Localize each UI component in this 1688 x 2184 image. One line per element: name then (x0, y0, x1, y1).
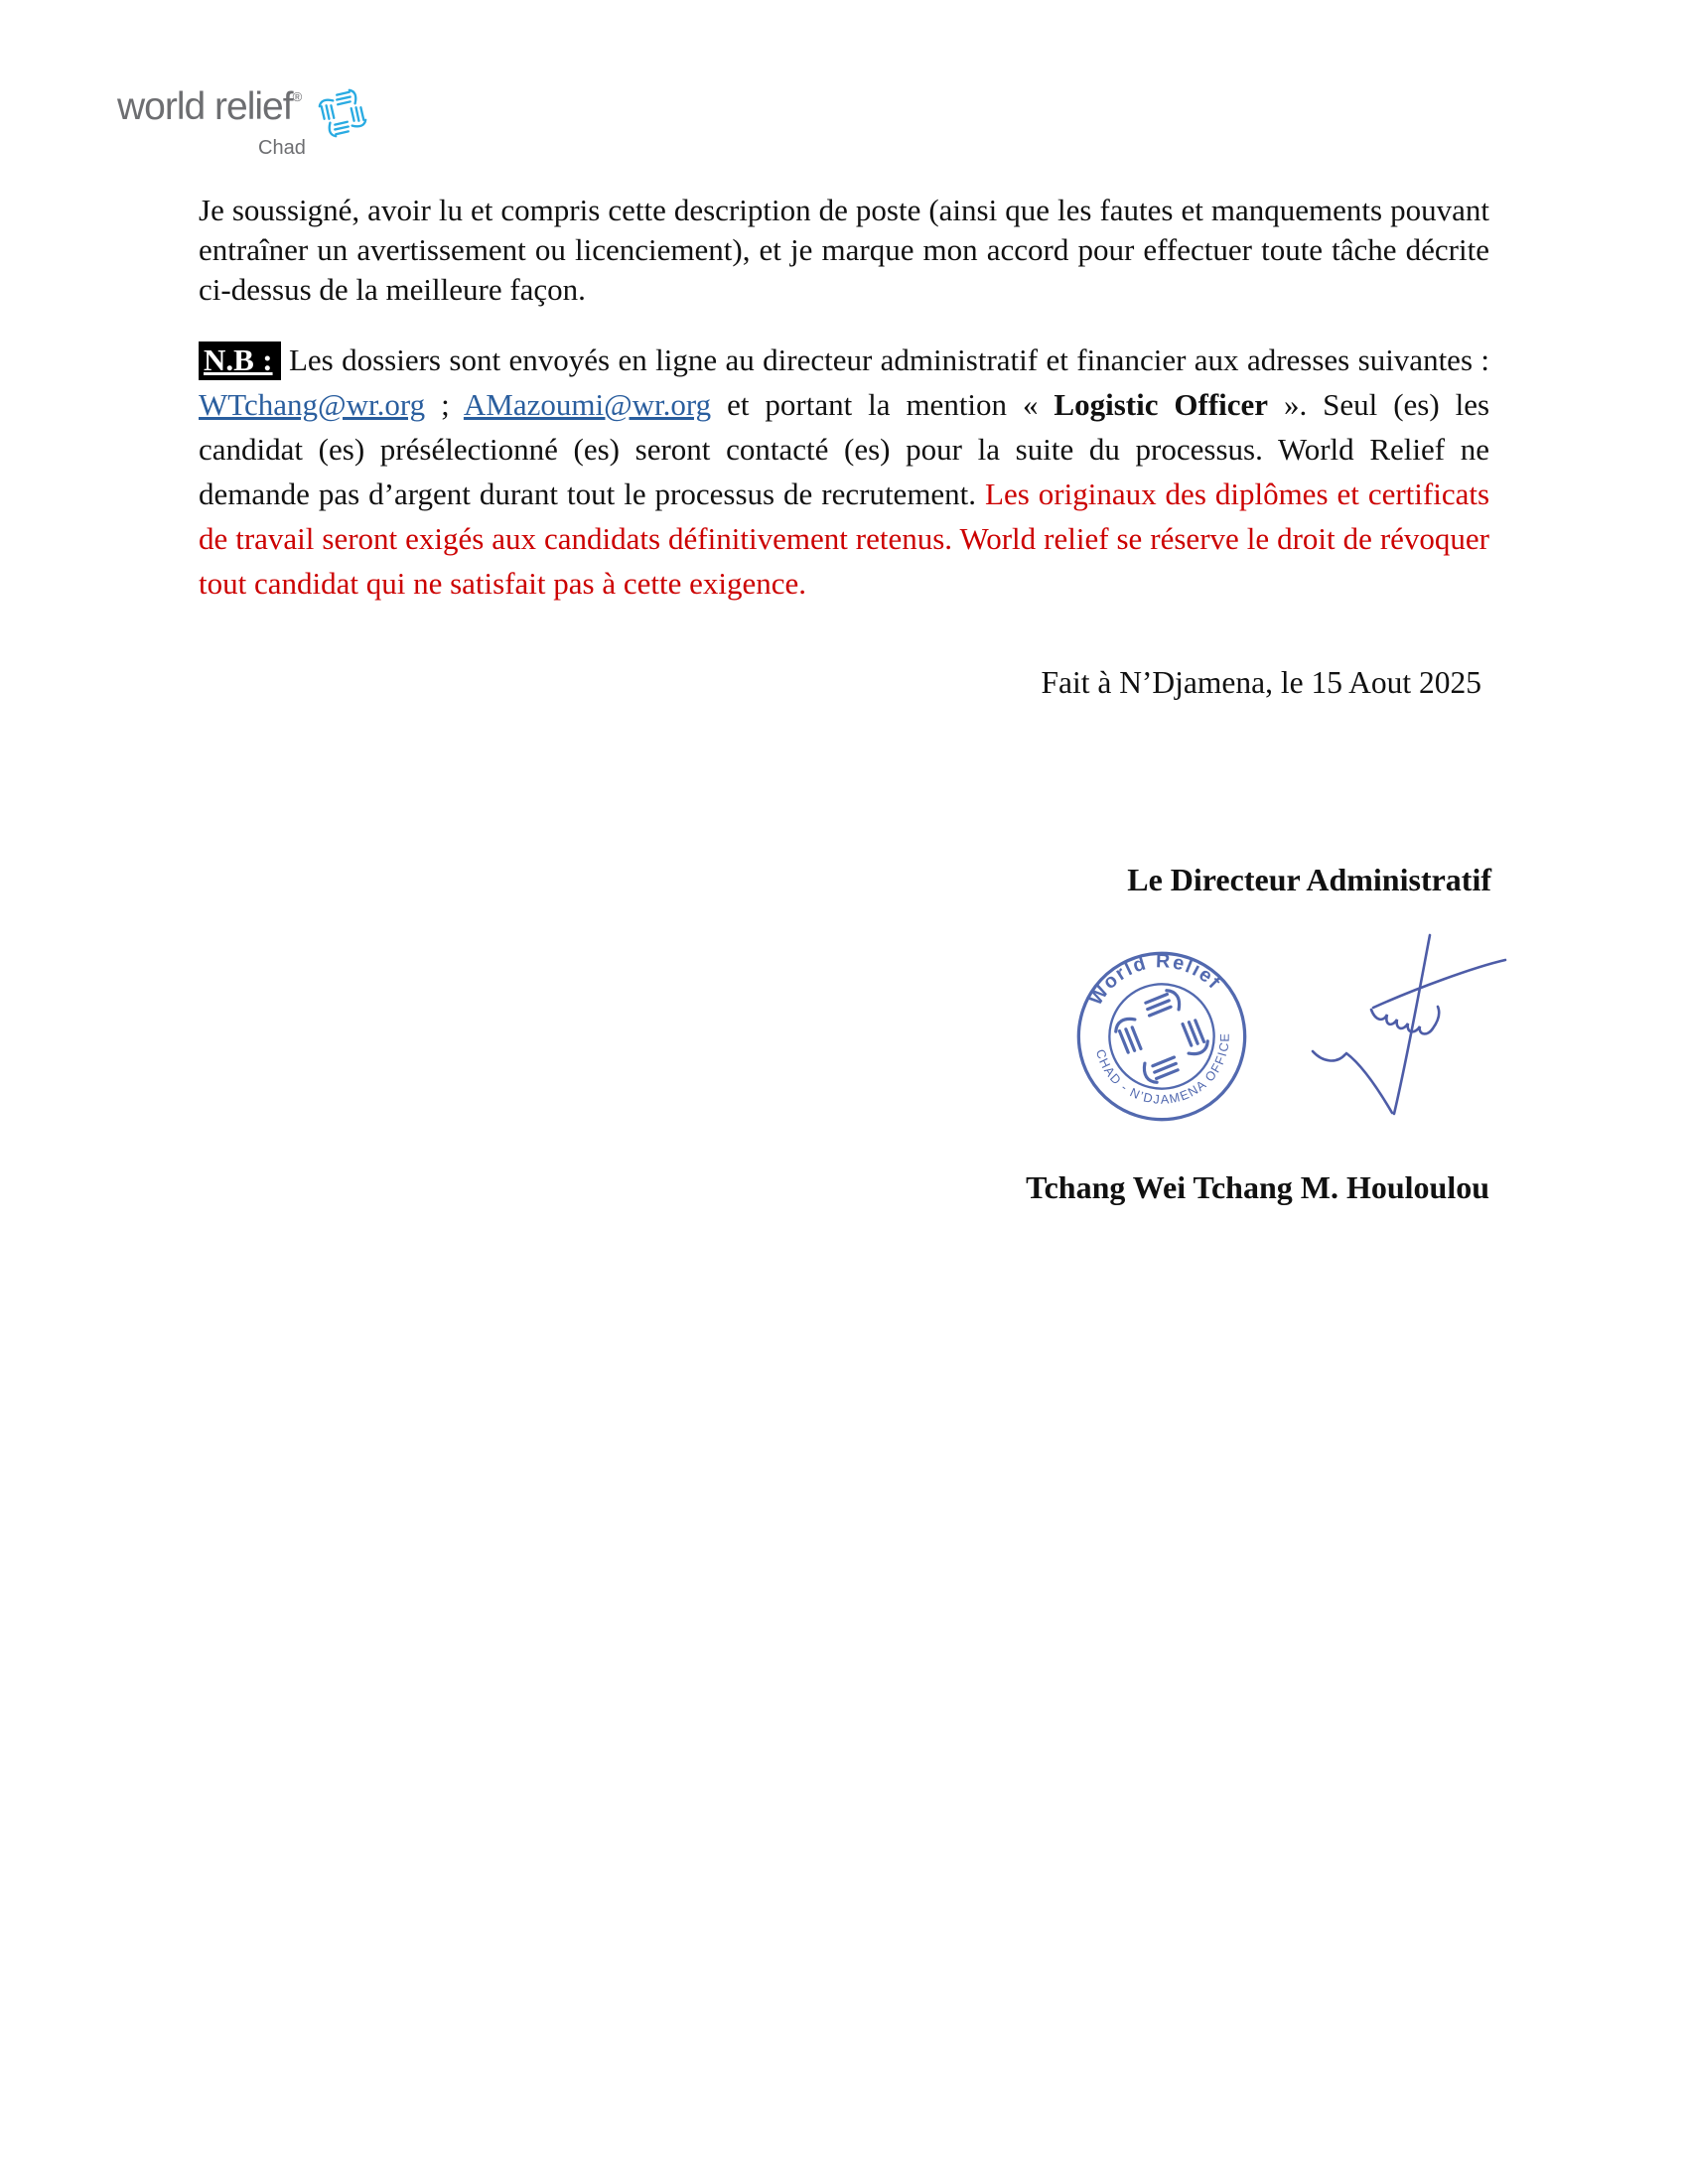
signatory-title: Le Directeur Administratif (1127, 862, 1491, 897)
job-title-mention: Logistic Officer (1054, 387, 1269, 422)
nb-paragraph (199, 338, 1489, 606)
signature (1271, 915, 1554, 1163)
email-link-wtchang[interactable]: WTchang@wr.org (199, 387, 426, 422)
nb-mid-text-2: ». Seul (es) les candidat (es) présélectionné (es) seront contacté (es) pour la suite du processus. World Relief ne demande pas d’argent durant tout le processus de recrutement. (199, 387, 1490, 511)
logo-region: Chad (258, 137, 306, 159)
stamp-top-text: World Relief (1084, 950, 1226, 1010)
nb-mid-text: et portant la mention « (727, 387, 1039, 422)
email-separator: ; (441, 387, 450, 422)
stamp-bottom-text: CHAD - N’DJAMENA OFFICE (1092, 1031, 1232, 1107)
logo-brand-text (117, 85, 302, 129)
pinwheel-logo-icon (314, 81, 371, 145)
stamp-pinwheel-icon (1111, 986, 1212, 1087)
acknowledgement-paragraph: Je soussigné, avoir lu et compris cette description de poste (ainsi que les fautes et manquements pouvant entraîner un avertissement ou licenciement), et je marque mon accord pour effectuer toute tâche décrite ci-dessus de la meilleure façon. (199, 193, 1489, 307)
email-link-amazoumi[interactable]: AMazoumi@wr.org (463, 387, 712, 422)
nb-warning-red-text: Les originaux des diplômes et certificats de travail seront exigés aux candidats définitivement retenus. World relief se réserve le droit de révoquer tout candidat qui ne satisfait pas à cette exigence. (199, 477, 1490, 601)
world-relief-logo (117, 79, 435, 174)
signatory-name: Tchang Wei Tchang M. Houloulou (1026, 1169, 1489, 1205)
logo-brand: world relief (117, 85, 293, 128)
nb-label: N.B : (199, 341, 281, 380)
nb-lead-text: Les dossiers sont envoyés en ligne au directeur administratif et financier aux adresses suivantes : (288, 342, 1490, 377)
dateline: Fait à N’Djamena, le 15 Aout 2025 (1041, 665, 1481, 700)
registered-mark-icon: ® (292, 89, 303, 104)
official-stamp (1056, 931, 1267, 1142)
